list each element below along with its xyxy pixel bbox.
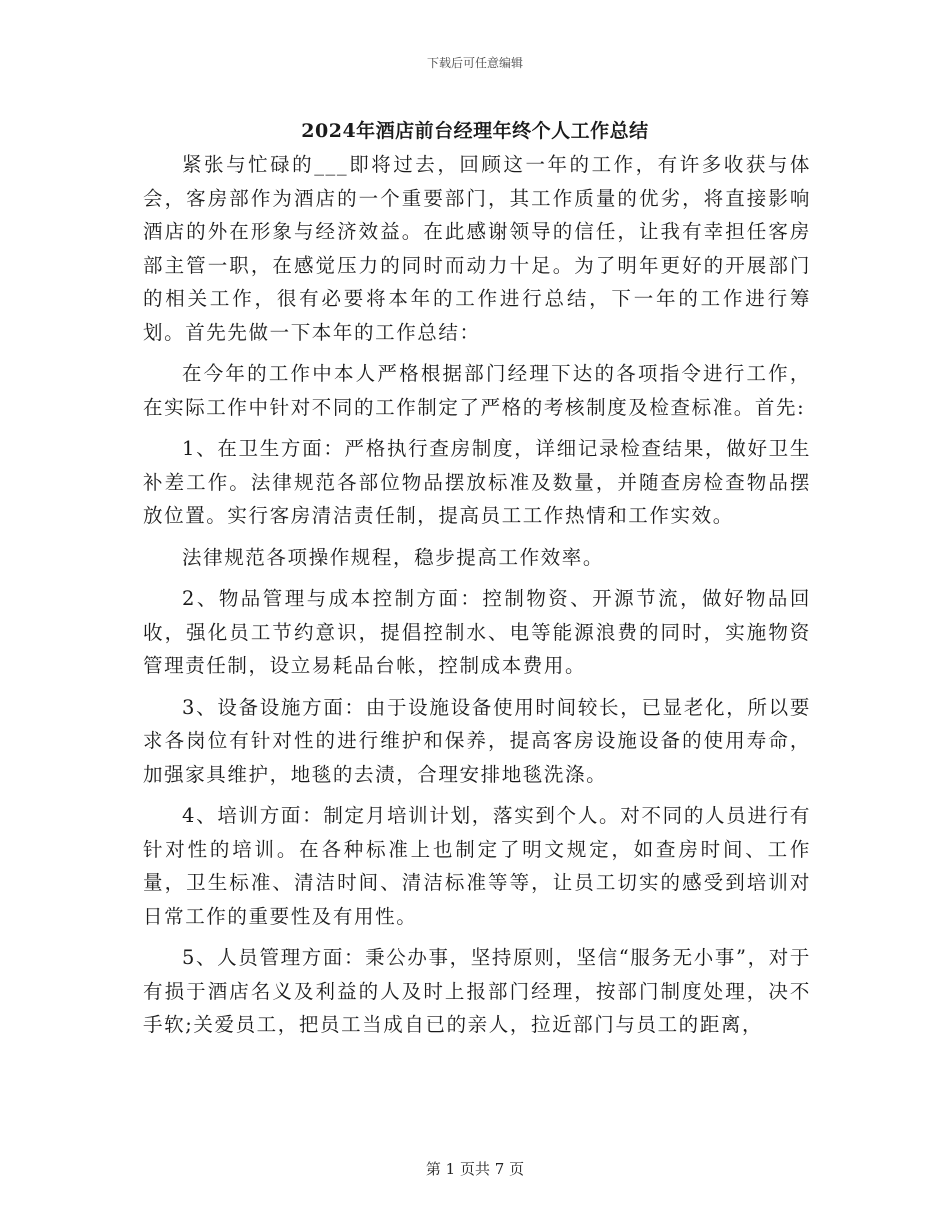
document-title: 2024年酒店前台经理年终个人工作总结 (301, 120, 649, 142)
paragraph-staff-management: 5、人员管理方面：秉公办事，坚持原则，坚信“服务无小事”，对于有损于酒店名义及利益的人及时上报部门经理，按部门制度处理，决不手软;关爱员工，把员工当成自已的亲人，拉近部门与员工的距离， (143, 946, 811, 1036)
paragraph-training: 4、培训方面：制定月培训计划，落实到个人。对不同的人员进行有针对性的培训。在各种标准上也制定了明文规定，如查房时间、工作量，卫生标准、清洁时间、清洁标准等等，让员工切实的感受到培训对日常工作的重要性及有用性。 (143, 804, 811, 928)
paragraph-intro: 紧张与忙碌的___即将过去，回顾这一年的工作，有许多收获与体会，客房部作为酒店的一个重要部门，其工作质量的优劣，将直接影响酒店的外在形象与经济效益。在此感谢领导的信任，让我有幸担任客房部主管一职，在感觉压力的同时而动力十足。为了明年更好的开展部门的相关工作，很有必要将本年的工作进行总结，下一年的工作进行筹划。首先先做一下本年的工作总结： (143, 153, 811, 344)
paragraph-hygiene: 1、在卫生方面：严格执行查房制度，详细记录检查结果，做好卫生补差工作。法律规范各部位物品摆放标准及数量，并随查房检查物品摆放位置。实行客房清洁责任制，提高员工工作热情和工作实效。 (143, 437, 811, 527)
document-body (143, 148, 811, 1050)
page-number: 第 1 页共 7 页 (425, 1160, 525, 1178)
paragraph-overview: 在今年的工作中本人严格根据部门经理下达的各项指令进行工作，在实际工作中针对不同的工作制定了严格的考核制度及检查标准。首先: (143, 362, 811, 419)
header-note: 下载后可任意编辑 (426, 56, 523, 70)
paragraph-cost-control: 2、物品管理与成本控制方面：控制物资、开源节流，做好物品回收，强化员工节约意识，提倡控制水、电等能源浪费的同时，实施物资管理责任制，设立易耗品台帐，控制成本费用。 (143, 587, 811, 677)
paragraph-facilities: 3、设备设施方面：由于设施设备使用时间较长，已显老化，所以要求各岗位有针对性的进行维护和保养，提高客房设施设备的使用寿命，加强家具维护，地毯的去渍，合理安排地毯洗涤。 (143, 695, 811, 786)
paragraph-procedures: 法律规范各项操作规程，稳步提高工作效率。 (182, 545, 605, 569)
